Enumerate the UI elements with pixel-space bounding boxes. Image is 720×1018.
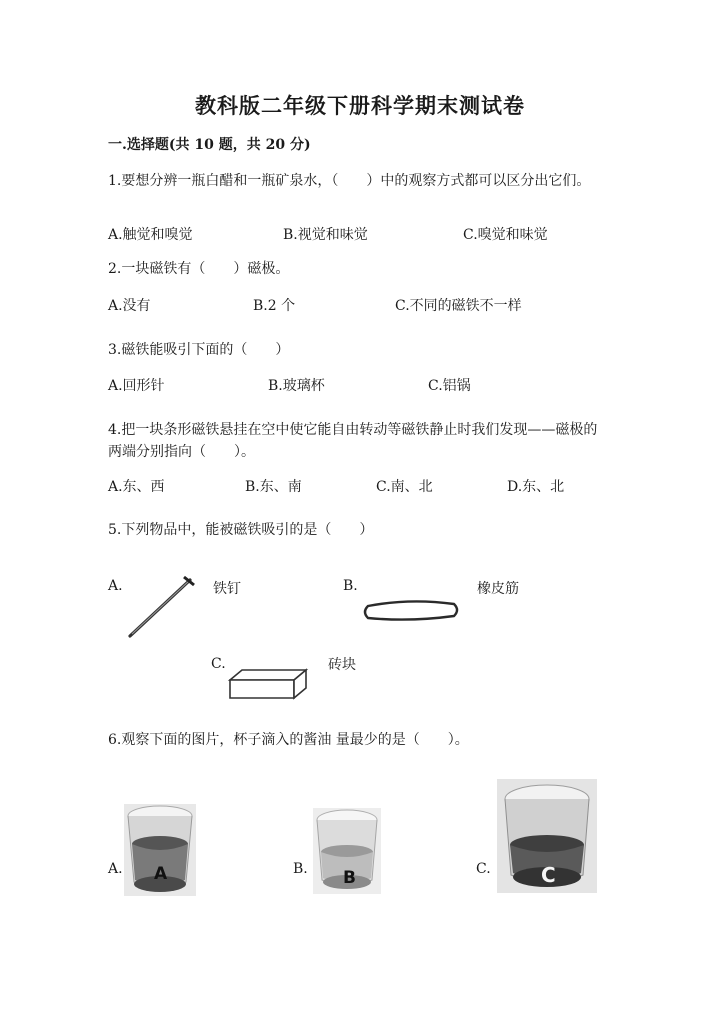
q4-option-c[interactable]: C.南、北 [376,479,433,495]
q6-option-c-letter[interactable]: C. [476,861,491,877]
q1-option-a[interactable]: A.触觉和嗅觉 [108,227,193,243]
cup-b-label: B [343,868,356,888]
cup-a-image [124,804,196,896]
section-heading: 一.选择题(共 10 题，共 20 分) [108,137,311,153]
q3-option-c[interactable]: C.铝锅 [428,378,471,394]
q5-option-c-letter[interactable]: C. [211,656,226,672]
q5-option-a-letter[interactable]: A. [108,578,123,594]
rubber-band-image [360,596,462,624]
q1-option-b[interactable]: B.视觉和味觉 [283,227,368,243]
q5-option-b-name[interactable]: 橡皮筋 [477,581,519,597]
question-5: 5.下列物品中，能被磁铁吸引的是（ ） [108,522,374,538]
q6-option-b-letter[interactable]: B. [293,861,308,877]
cup-c-image [497,779,597,893]
cup-c-label: C [541,863,556,887]
cup-b-image [313,808,381,894]
question-6: 6.观察下面的图片，杯子滴入的酱油 量最少的是（ ）。 [108,732,469,748]
q2-option-c[interactable]: C.不同的磁铁不一样 [395,298,522,314]
q5-option-b-letter[interactable]: B. [343,578,358,594]
q3-option-b[interactable]: B.玻璃杯 [268,378,325,394]
iron-nail-image [124,574,196,640]
question-1: 1.要想分辨一瓶白醋和一瓶矿泉水，（ ）中的观察方式都可以区分出它们。 [108,173,591,189]
q4-option-b[interactable]: B.东、南 [245,479,302,495]
q4-option-a[interactable]: A.东、西 [108,479,165,495]
q3-option-a[interactable]: A.回形针 [108,378,165,394]
question-2: 2.一块磁铁有（ ）磁极。 [108,261,290,277]
cup-a-label: A [154,864,168,884]
brick-image [226,664,310,702]
q2-option-a[interactable]: A.没有 [108,298,151,314]
q5-option-c-name[interactable]: 砖块 [328,657,356,673]
q2-option-b[interactable]: B.2 个 [253,298,296,314]
q4-option-d[interactable]: D.东、北 [507,479,565,495]
question-3: 3.磁铁能吸引下面的（ ） [108,342,290,358]
question-4: 4.把一块条形磁铁悬挂在空中使它能自由转动等磁铁静止时我们发现——磁极的两端分别指向（ ）。 [108,422,598,460]
q5-option-a-name[interactable]: 铁钉 [213,581,241,597]
q1-option-c[interactable]: C.嗅觉和味觉 [463,227,548,243]
page-title: 教科版二年级下册科学期末测试卷 [195,93,525,118]
q6-option-a-letter[interactable]: A. [108,861,123,877]
